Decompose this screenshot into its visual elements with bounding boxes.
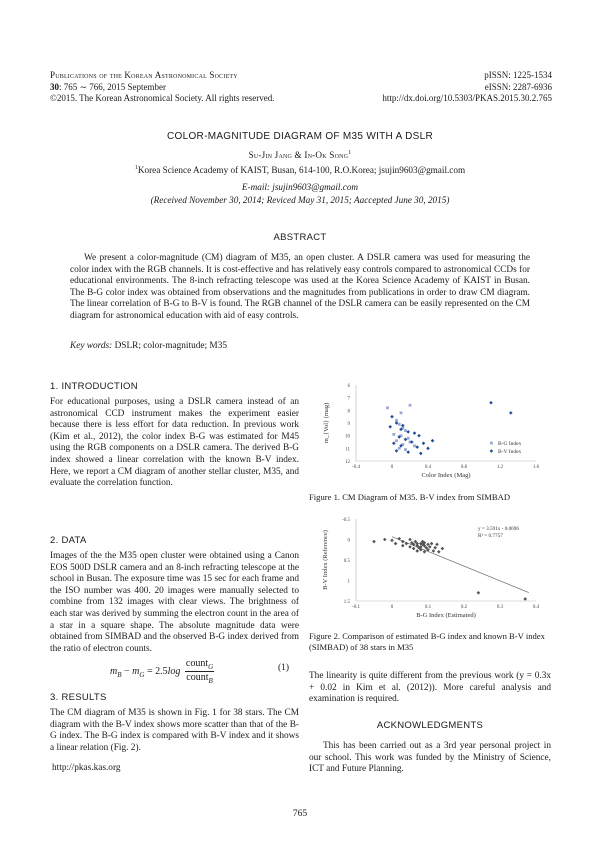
fig2-annotation: R² = 0.7757 xyxy=(478,533,503,539)
data-text: Images of the the M35 open cluster were obtained using a Canon EOS 500D DSLR camera and an 8-inch refracting telescope at the school in Busan. The exposure time was 15 sec for each frame and the ISO number was 400. 20 images were manually selected to combine from 132 images with clear views. The brightness of each star was derived by summing the electron count in the area of a star in a square shape. The absolute magnitude data were obtained from SIMBAD and the observed B-G index derived from the ratio of electron counts. xyxy=(50,551,299,654)
email: E-mail: jsujin9603@gmail.com xyxy=(241,182,359,192)
eq-numerator xyxy=(185,658,214,672)
equation xyxy=(110,658,214,685)
fig1-point-bv xyxy=(417,434,421,438)
page-number: 765 xyxy=(292,809,308,819)
fig1-caption-label: Figure 1. xyxy=(309,492,341,502)
fig1-point-bv xyxy=(431,439,435,443)
eq-lhs-m: m xyxy=(110,665,118,677)
footer-url[interactable]: http://pkas.kas.org xyxy=(52,763,121,773)
fig1-caption-text: CM Diagram of M35. B-V index from SIMBAD xyxy=(342,492,511,502)
fig2-point xyxy=(412,547,416,551)
fig2-plot-area xyxy=(322,518,540,619)
fig2-point xyxy=(383,538,387,542)
volume-line xyxy=(50,82,275,94)
acknowledgments-heading: ACKNOWLEDGMENTS xyxy=(376,720,484,731)
figure-2-caption xyxy=(309,631,551,652)
fig2-ytick-label: 0.5 xyxy=(343,559,350,564)
fig2-caption-text: Comparison of estimated B-G index and known B-V index (SIMBAD) of 38 stars in M35 xyxy=(309,631,545,652)
fig1-point-bg xyxy=(404,448,407,451)
fig1-point-bv xyxy=(395,449,399,453)
fig1-ytick-label: 11 xyxy=(345,447,350,453)
fig1-point-bv xyxy=(415,445,419,449)
fig2-xlabel: B-G Index (Estimated) xyxy=(416,612,476,619)
volume-number: 30 xyxy=(50,81,59,92)
eissn: eISSN: 2287-6936 xyxy=(484,81,552,92)
fig1-point-bg xyxy=(392,433,395,436)
pages-date: : 765 ∼ 766, 2015 September xyxy=(59,81,167,92)
acknowledgments-text: This has been carried out as a 3rd year personal project in our school. This work was funded by the Ministry of Science, ICT and Future Planning. xyxy=(309,741,551,775)
fig1-point-bg xyxy=(407,437,410,440)
fig1-point-bg xyxy=(395,439,398,442)
fig2-point xyxy=(437,550,441,554)
eq-den-text: count xyxy=(186,672,209,683)
fig2-xtick-label: 0.2 xyxy=(460,605,468,610)
fig1-point-bv xyxy=(388,425,392,429)
fig1-point-bv xyxy=(406,430,410,434)
fig1-ytick-label: 7 xyxy=(347,396,350,402)
keywords-label: Key words: xyxy=(70,341,113,351)
fig2-caption-label: Figure 2. xyxy=(309,631,341,641)
fig2-point xyxy=(401,544,405,548)
eq-log: log xyxy=(167,665,181,677)
copyright: ©2015. The Korean Astronomical Society. All rights reserved. xyxy=(50,93,275,103)
fig1-ytick-label: 9 xyxy=(347,422,350,427)
eq-minus: − xyxy=(121,665,133,677)
author-names: Su-Jin Jang & In-Ok Song xyxy=(248,150,349,161)
fig2-point xyxy=(477,591,481,595)
fig1-point-bg xyxy=(409,404,412,407)
fig2-point xyxy=(432,549,436,553)
fig1-point-bg xyxy=(404,429,407,432)
eq-num-sub: G xyxy=(208,663,214,671)
fig2-point xyxy=(433,546,437,550)
fig2-ytick-label: 0 xyxy=(347,538,350,544)
fig1-point-bg xyxy=(386,406,389,409)
results-heading: 3. RESULTS xyxy=(50,692,107,703)
fig2-xtick-label: 0.1 xyxy=(424,605,432,610)
fig2-xtick-label: 0 xyxy=(390,605,394,610)
affiliation-line xyxy=(0,165,600,175)
fig2-ytick-label: -0.5 xyxy=(342,518,350,523)
fig2-ytick-label: 1 xyxy=(347,579,350,585)
fig1-xtick-label: 1.2 xyxy=(496,465,504,470)
eq-fraction xyxy=(185,658,214,685)
fig2-point xyxy=(372,540,376,544)
journal-name: Publications of the Korean Astronomical Society xyxy=(50,70,238,80)
fig1-plot-area xyxy=(323,384,540,479)
eq-denominator xyxy=(185,672,214,685)
journal-header xyxy=(50,70,275,105)
eq-sub-g: G xyxy=(139,670,145,679)
fig2-point xyxy=(390,539,394,543)
fig1-point-bv xyxy=(489,401,493,405)
fig2-annotation: y = 3.591x - 0.0696 xyxy=(478,526,519,532)
fig1-point-bv xyxy=(392,441,396,445)
fig1-point-bv xyxy=(422,441,426,445)
fig1-legend-label: B-G Index xyxy=(498,441,522,447)
received-dates: (Received November 30, 2014; Reviced May 31, 2015; Aaccepted June 30, 2015) xyxy=(150,195,450,205)
fig2-point xyxy=(408,538,412,542)
fig1-point-bv xyxy=(404,438,408,442)
abstract-heading: ABSTRACT xyxy=(273,232,327,243)
fig2-xtick-label: 0.3 xyxy=(496,605,504,610)
fig2-ytick-label: 1.5 xyxy=(343,600,350,605)
fig1-point-bv xyxy=(390,415,394,419)
data-heading: 2. DATA xyxy=(50,535,87,546)
fig1-legend-label: B-V Index xyxy=(498,449,522,455)
authors xyxy=(0,150,600,160)
affiliation: Korea Science Academy of KAIST, Busan, 614-100, R.O.Korea; jsujin9603@gmail.com xyxy=(137,165,466,176)
eq-sub-b: B xyxy=(117,670,122,679)
keywords-list: DSLR; color-magnitude; M35 xyxy=(114,341,227,351)
fig1-ytick-label: 10 xyxy=(345,434,350,440)
fig2-point xyxy=(435,543,439,547)
fig1-point-bv xyxy=(419,452,423,456)
fig1-xtick-label: 0 xyxy=(390,465,394,470)
fig1-ylabel: m_{Vol} (mag) xyxy=(323,402,330,444)
issn-header xyxy=(382,70,552,105)
fig1-point-bg xyxy=(413,444,416,447)
fig1-point-bv xyxy=(406,450,410,454)
fig1-ytick-label: 6 xyxy=(347,384,350,389)
fig1-point-bg xyxy=(398,447,401,450)
doi-link[interactable]: http://dx.doi.org/10.5303/PKAS.2015.30.2.765 xyxy=(382,93,552,103)
introduction-text: For educational purposes, using a DSLR camera instead of an astronomical CCD instrument makes the experiment easier because there is less effort for data reduction. In previous work (Kim et al., 2012), the color index B-G was estimated for M45 using the RGB components on a DSLR camera. The derived B-G index showed a linear correlation with the known B-V index. Here, we report a CM diagram of another stellar cluster, M35, and evaluate the correlation function. xyxy=(50,397,299,489)
figure-2-chart xyxy=(318,513,550,621)
pissn: pISSN: 1225-1534 xyxy=(484,70,552,80)
affiliation-superscript: 1 xyxy=(134,165,138,171)
eq-lhs-m2: m xyxy=(132,665,140,677)
fig1-legend-marker-bv xyxy=(490,449,494,453)
fig1-xtick-label: 1.6 xyxy=(532,465,540,470)
fig2-point xyxy=(430,542,434,546)
paper-title: COLOR-MAGNITUDE DIAGRAM OF M35 WITH A DSLR xyxy=(167,131,433,142)
fig1-point-bg xyxy=(398,423,401,426)
fig2-point xyxy=(394,542,398,546)
equation-number: (1) xyxy=(278,663,290,673)
fig1-xlabel: Color Index (Mag) xyxy=(421,472,471,479)
eq-num-text: count xyxy=(185,658,209,669)
fig1-ytick-label: 12 xyxy=(345,460,350,465)
fig2-point xyxy=(408,545,412,549)
fig2-point xyxy=(523,597,527,601)
fig1-xtick-label: 0.8 xyxy=(460,465,468,470)
author-superscript: 1 xyxy=(348,150,352,156)
figure-1-caption xyxy=(309,492,551,503)
fig2-ylabel: B-V Index (Reference) xyxy=(322,530,329,590)
eq-den-sub: B xyxy=(208,677,213,685)
linearity-text: The linearity is quite different from the previous work (y = 0.3x + 0.02 in Kim et al. (2012)). More careful analysis and examination is required. xyxy=(309,671,551,705)
figure-1-chart xyxy=(318,381,550,479)
fig2-xtick-label: -0.1 xyxy=(352,605,360,610)
fig2-point xyxy=(441,547,445,551)
fig1-point-bg xyxy=(400,411,403,414)
fig2-point xyxy=(415,549,419,553)
eq-equals: = 2.5 xyxy=(144,665,168,677)
results-text: The CM diagram of M35 is shown in Fig. 1 for 38 stars. The CM diagram with the B-V index shows more scatter than that of the B-G index. The B-G index is compared with B-V index and it shows a linear relation (Fig. 2). xyxy=(50,708,299,753)
fig1-point-bv xyxy=(426,447,430,451)
introduction-heading: 1. INTRODUCTION xyxy=(50,381,138,392)
keywords xyxy=(70,341,530,353)
fig1-xtick-label: -0.4 xyxy=(352,465,360,470)
fig1-ytick-label: 8 xyxy=(347,409,350,415)
fig1-point-bv xyxy=(413,431,417,435)
fig1-point-bv xyxy=(509,411,513,415)
fig1-xtick-label: 0.4 xyxy=(424,465,432,470)
fig2-xtick-label: 0.4 xyxy=(532,605,540,610)
abstract-text: We present a color-magnitude (CM) diagram of M35, an open cluster. A DSLR camera was used for measuring the color index with the RGB channels. It is cost-effective and has relatively easy controls compared to astronomical CCDs for educational environments. The 8-inch refracting telescope was used at the Korea Science Academy of KAIST in Busan. The B-G color index was obtained from observations and the magnitudes from publications in order to draw CM diagram. The linear correlation of B-G to B-V is found. The RGB channel of the DSLR camera can be easily represented on the CM diagram for astronomical education with aid of easy controls. xyxy=(70,253,530,321)
fig1-legend-marker-bg xyxy=(490,442,493,445)
